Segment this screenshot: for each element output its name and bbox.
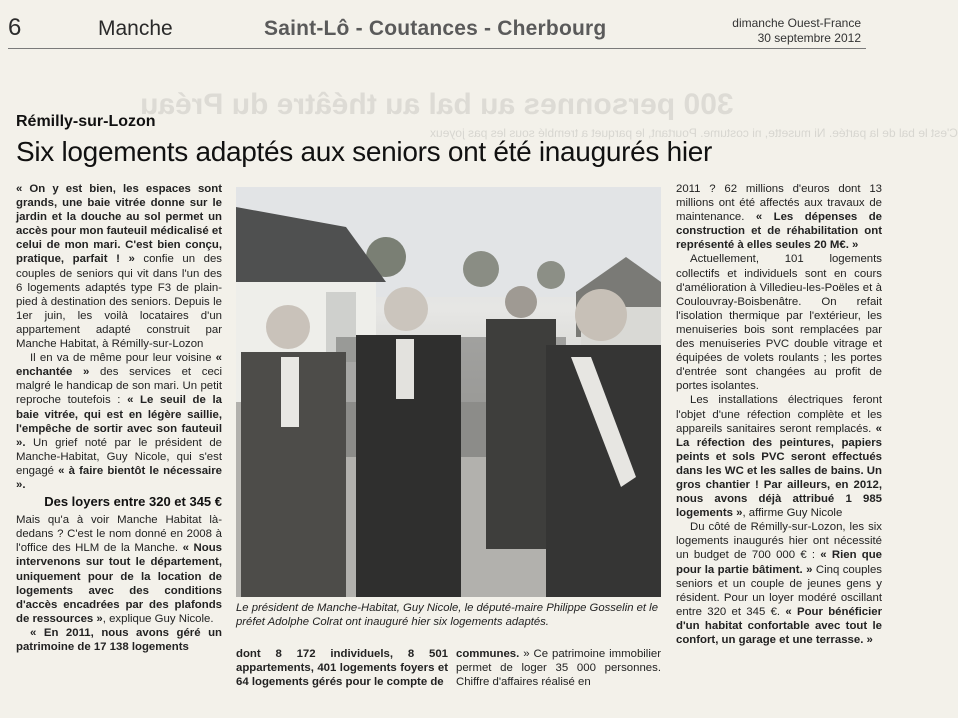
photo-caption: Le président de Manche-Habitat, Guy Nicole, le député-maire Philippe Gosselin et le préfet Adolphe Colrat ont inauguré hier six logements adaptés. [236,602,658,628]
section-name: Manche [98,17,173,40]
subheading: Des loyers entre 320 et 345 € [44,494,222,510]
bleed-through-title: 300 personnes au bal au théâtre du Préau [140,88,734,121]
paragraph: Du côté de Rémilly-sur-Lozon, les six logements inaugurés hier ont nécessité un budget de 700 000 € : « Rien que pour la partie bâtiment. » Cinq couples seniors et un couple de jeunes gens y résident. Pour un loyer modéré oscillant entre 320 et 345 €. « Pour bénéficier d'un habitat confortable avec tout le confort, un garage et une terrasse. » [676,521,883,646]
article-photo [236,187,661,597]
edition-date: 30 septembre 2012 [757,31,861,45]
page-header [0,0,901,52]
photo-illustration [236,187,661,597]
bleed-through-line: C'est le bal de la partée. Ni musette, ni costume. Pourtant, le parquet a tremblé sous les pas joyeux [430,126,958,140]
paragraph: Actuellement, 101 logements collectifs et individuels sont en cours d'amélioration à Villedieu-les-Poëles et à Coulouvray-Boisbenâtre. On refait l'isolation thermique par l'extérieur, les menuiseries bois sont remplacées par des menuiseries PVC double vitrage et équipées de volets roulants ; les portes d'entrée sont changées au profit de portes isolantes. [676,253,882,393]
edition-info [732,16,861,46]
page-number: 6 [8,14,22,41]
paragraph: communes. » Ce patrimoine immobilier permet de loger 35 000 personnes. Chiffre d'affaires réalisé en [456,648,661,689]
paragraph: Les installations électriques feront l'objet d'une réfection complète et les appareils sanitaires seront remplacés. « La réfection des peintures, papiers peints et sols PVC seront effectués dans les WC et les salles de bains. Un gros chantier ! Par ailleurs, en 2012, nous avons déjà attribué 1 985 logements », affirme Guy Nicole [676,394,882,520]
paragraph: « En 2011, nous avons géré un patrimoine de 17 138 logements [16,626,222,653]
paragraph: dont 8 172 individuels, 8 501 appartements, 401 logements foyers et 64 logements gérés pour le compte de [236,648,448,689]
paragraph: 2011 ? 62 millions d'euros dont 13 millions ont été affectés aux travaux de maintenance. « Les dépenses de construction et de réhabilitation ont représenté à elles seules 20 M€. » [676,183,882,252]
header-rule [8,48,866,49]
article-column-1 [16,182,222,654]
article-kicker: Rémilly-sur-Lozon [16,113,156,130]
article-column-2 [236,647,448,689]
article-headline: Six logements adaptés aux seniors ont été inaugurés hier [16,136,713,167]
cities-banner: Saint-Lô - Coutances - Cherbourg [264,17,607,40]
edition-day-paper: dimanche Ouest-France [732,16,861,30]
article-column-3 [456,647,661,689]
paragraph: Il en va de même pour leur voisine « enchantée » des services et ceci malgré le handicap de son mari. Un petit reproche toutefois : « Le seuil de la baie vitrée, qui est en légère saillie, l'empêche de sortir avec son fauteuil ». Un grief noté par le président de Manche-Habitat, Guy Nicole, qui s'est engagé « à faire bientôt le nécessaire ». [16,352,223,491]
article-column-4 [676,182,882,647]
paragraph: « On y est bien, les espaces sont grands, une baie vitrée donne sur le jardin et la douche au sol permet un accès pour mon fauteuil médicalisé et celui de mon mari. C'est bien conçu, pratique, parfait ! » confie un des couples de seniors qui vit dans l'un des 6 logements adaptés type F3 de plain-pied à destination des seniors. Depuis le 1er juin, les voilà locataires d'un appartement adapté construit par Manche Habitat, à Rémilly-sur-Lozon [16,183,222,351]
paragraph: Mais qu'a à voir Manche Habitat là-dedans ? C'est le nom donné en 2008 à l'office des HLM de la Manche. « Nous intervenons sur tout le département, uniquement pour de la location de logements avec des conditions d'accès encadrées par des plafonds de ressources », explique Guy Nicole. [16,514,222,625]
